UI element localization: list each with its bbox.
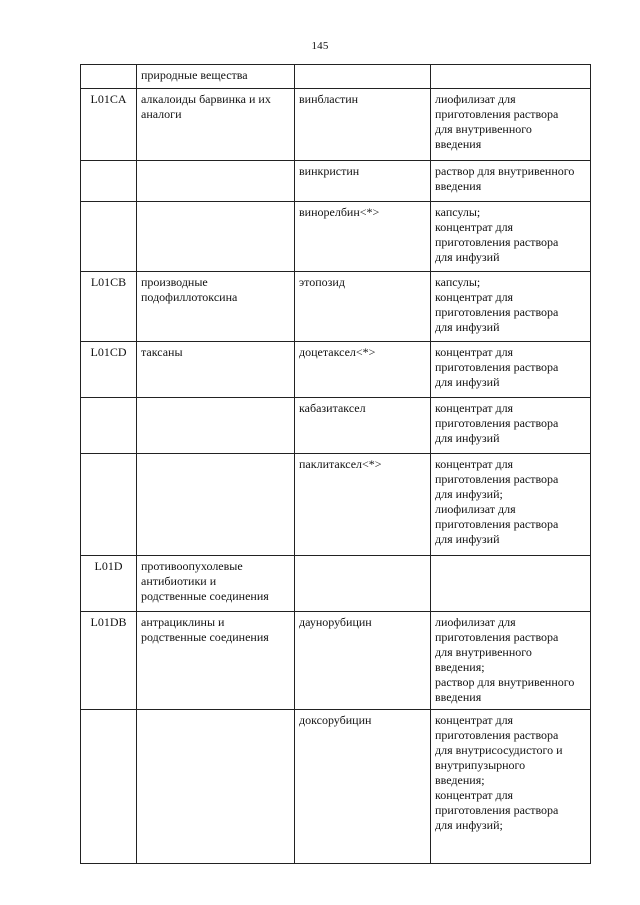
pharmacological-group-cell bbox=[137, 556, 295, 612]
dosage-form-cell bbox=[431, 89, 591, 161]
dosage-form-line: внутрипузырного bbox=[435, 758, 526, 772]
drug-name-cell: даунорубицин bbox=[295, 612, 431, 710]
atc-code-cell bbox=[81, 202, 137, 272]
dosage-form-line: для инфузий bbox=[435, 250, 500, 264]
pharmacological-group-cell bbox=[137, 89, 295, 161]
atc-code-cell: L01D bbox=[81, 556, 137, 612]
group-line: аналоги bbox=[141, 107, 182, 121]
dosage-form-line: концентрат для bbox=[435, 788, 514, 802]
table-row bbox=[81, 556, 591, 612]
table-row bbox=[81, 342, 591, 398]
dosage-form-line: капсулы; bbox=[435, 205, 481, 219]
dosage-form-line: для инфузий; bbox=[435, 818, 503, 832]
dosage-form-line: для инфузий bbox=[435, 320, 500, 334]
pharmacological-group-cell bbox=[137, 342, 295, 398]
group-line: противоопухолевые bbox=[141, 559, 243, 573]
table-row bbox=[81, 272, 591, 342]
table-row bbox=[81, 161, 591, 202]
dosage-form-line: для внутривенного bbox=[435, 645, 532, 659]
dosage-form-line: концентрат для bbox=[435, 457, 514, 471]
pharmacological-group-cell bbox=[137, 202, 295, 272]
group-line: родственные соединения bbox=[141, 630, 269, 644]
pharmacological-group-cell bbox=[137, 612, 295, 710]
dosage-form-line: приготовления раствора bbox=[435, 728, 559, 742]
dosage-form-line: для инфузий bbox=[435, 532, 500, 546]
drug-name-cell: паклитаксел<*> bbox=[295, 454, 431, 556]
dosage-form-line: концентрат для bbox=[435, 345, 514, 359]
drug-name-cell bbox=[295, 65, 431, 89]
atc-code-cell bbox=[81, 65, 137, 89]
drug-name-cell: винкристин bbox=[295, 161, 431, 202]
dosage-form-cell bbox=[431, 202, 591, 272]
dosage-form-cell bbox=[431, 398, 591, 454]
page-number: 145 bbox=[311, 40, 329, 52]
table-row bbox=[81, 89, 591, 161]
dosage-form-line: приготовления раствора bbox=[435, 360, 559, 374]
dosage-form-cell bbox=[431, 556, 591, 612]
drug-name-cell: винбластин bbox=[295, 89, 431, 161]
dosage-form-line: введения bbox=[435, 690, 482, 704]
dosage-form-line: раствор для внутривенного bbox=[435, 164, 575, 178]
dosage-form-cell bbox=[431, 710, 591, 864]
pharmacological-group-cell bbox=[137, 398, 295, 454]
table-row bbox=[81, 454, 591, 556]
dosage-form-line: приготовления раствора bbox=[435, 630, 559, 644]
pharmacological-group-cell bbox=[137, 65, 295, 89]
table-row bbox=[81, 612, 591, 710]
dosage-form-line: приготовления раствора bbox=[435, 416, 559, 430]
atc-code-cell: L01CB bbox=[81, 272, 137, 342]
dosage-form-line: приготовления раствора bbox=[435, 472, 559, 486]
dosage-form-line: концентрат для bbox=[435, 401, 514, 415]
group-line: родственные соединения bbox=[141, 589, 269, 603]
dosage-form-line: для инфузий bbox=[435, 375, 500, 389]
dosage-form-line: введения bbox=[435, 137, 482, 151]
dosage-form-line: концентрат для bbox=[435, 713, 514, 727]
table-row bbox=[81, 710, 591, 864]
dosage-form-cell bbox=[431, 342, 591, 398]
group-line: антрациклины и bbox=[141, 615, 225, 629]
dosage-form-cell bbox=[431, 272, 591, 342]
dosage-form-line: лиофилизат для bbox=[435, 615, 516, 629]
drug-name-cell: винорелбин<*> bbox=[295, 202, 431, 272]
atc-code-cell bbox=[81, 454, 137, 556]
dosage-form-line: раствор для внутривенного bbox=[435, 675, 575, 689]
table-row bbox=[81, 398, 591, 454]
group-line: производные bbox=[141, 275, 208, 289]
dosage-form-line: введения; bbox=[435, 773, 485, 787]
atc-code-cell bbox=[81, 710, 137, 864]
dosage-form-cell bbox=[431, 65, 591, 89]
atc-code-cell: L01DB bbox=[81, 612, 137, 710]
dosage-form-line: приготовления раствора bbox=[435, 305, 559, 319]
table-row bbox=[81, 202, 591, 272]
dosage-form-line: приготовления раствора bbox=[435, 107, 559, 121]
atc-code-cell bbox=[81, 398, 137, 454]
pharmacological-group-cell bbox=[137, 272, 295, 342]
drug-name-cell: кабазитаксел bbox=[295, 398, 431, 454]
atc-code-cell: L01CD bbox=[81, 342, 137, 398]
drug-table-body bbox=[81, 65, 591, 864]
dosage-form-line: для инфузий; bbox=[435, 487, 503, 501]
drug-name-cell: доцетаксел<*> bbox=[295, 342, 431, 398]
dosage-form-line: приготовления раствора bbox=[435, 517, 559, 531]
drug-table bbox=[80, 64, 591, 864]
dosage-form-line: приготовления раствора bbox=[435, 235, 559, 249]
dosage-form-cell bbox=[431, 612, 591, 710]
dosage-form-cell bbox=[431, 454, 591, 556]
dosage-form-line: для внутрисосудистого и bbox=[435, 743, 563, 757]
pharmacological-group-cell bbox=[137, 710, 295, 864]
drug-name-cell bbox=[295, 556, 431, 612]
pharmacological-group-cell bbox=[137, 454, 295, 556]
dosage-form-line: капсулы; bbox=[435, 275, 481, 289]
dosage-form-line: введения bbox=[435, 179, 482, 193]
pharmacological-group-cell bbox=[137, 161, 295, 202]
dosage-form-line: для внутривенного bbox=[435, 122, 532, 136]
drug-name-cell: доксорубицин bbox=[295, 710, 431, 864]
dosage-form-line: для инфузий bbox=[435, 431, 500, 445]
dosage-form-line: лиофилизат для bbox=[435, 502, 516, 516]
dosage-form-line: введения; bbox=[435, 660, 485, 674]
group-line: антибиотики и bbox=[141, 574, 217, 588]
dosage-form-line: лиофилизат для bbox=[435, 92, 516, 106]
dosage-form-line: приготовления раствора bbox=[435, 803, 559, 817]
atc-code-cell: L01CA bbox=[81, 89, 137, 161]
group-line: алкалоиды барвинка и их bbox=[141, 92, 271, 106]
group-line: таксаны bbox=[141, 345, 183, 359]
dosage-form-cell bbox=[431, 161, 591, 202]
group-line: природные вещества bbox=[141, 68, 248, 82]
dosage-form-line: концентрат для bbox=[435, 290, 514, 304]
group-line: подофиллотоксина bbox=[141, 290, 238, 304]
table-row bbox=[81, 65, 591, 89]
drug-name-cell: этопозид bbox=[295, 272, 431, 342]
atc-code-cell bbox=[81, 161, 137, 202]
dosage-form-line: концентрат для bbox=[435, 220, 514, 234]
